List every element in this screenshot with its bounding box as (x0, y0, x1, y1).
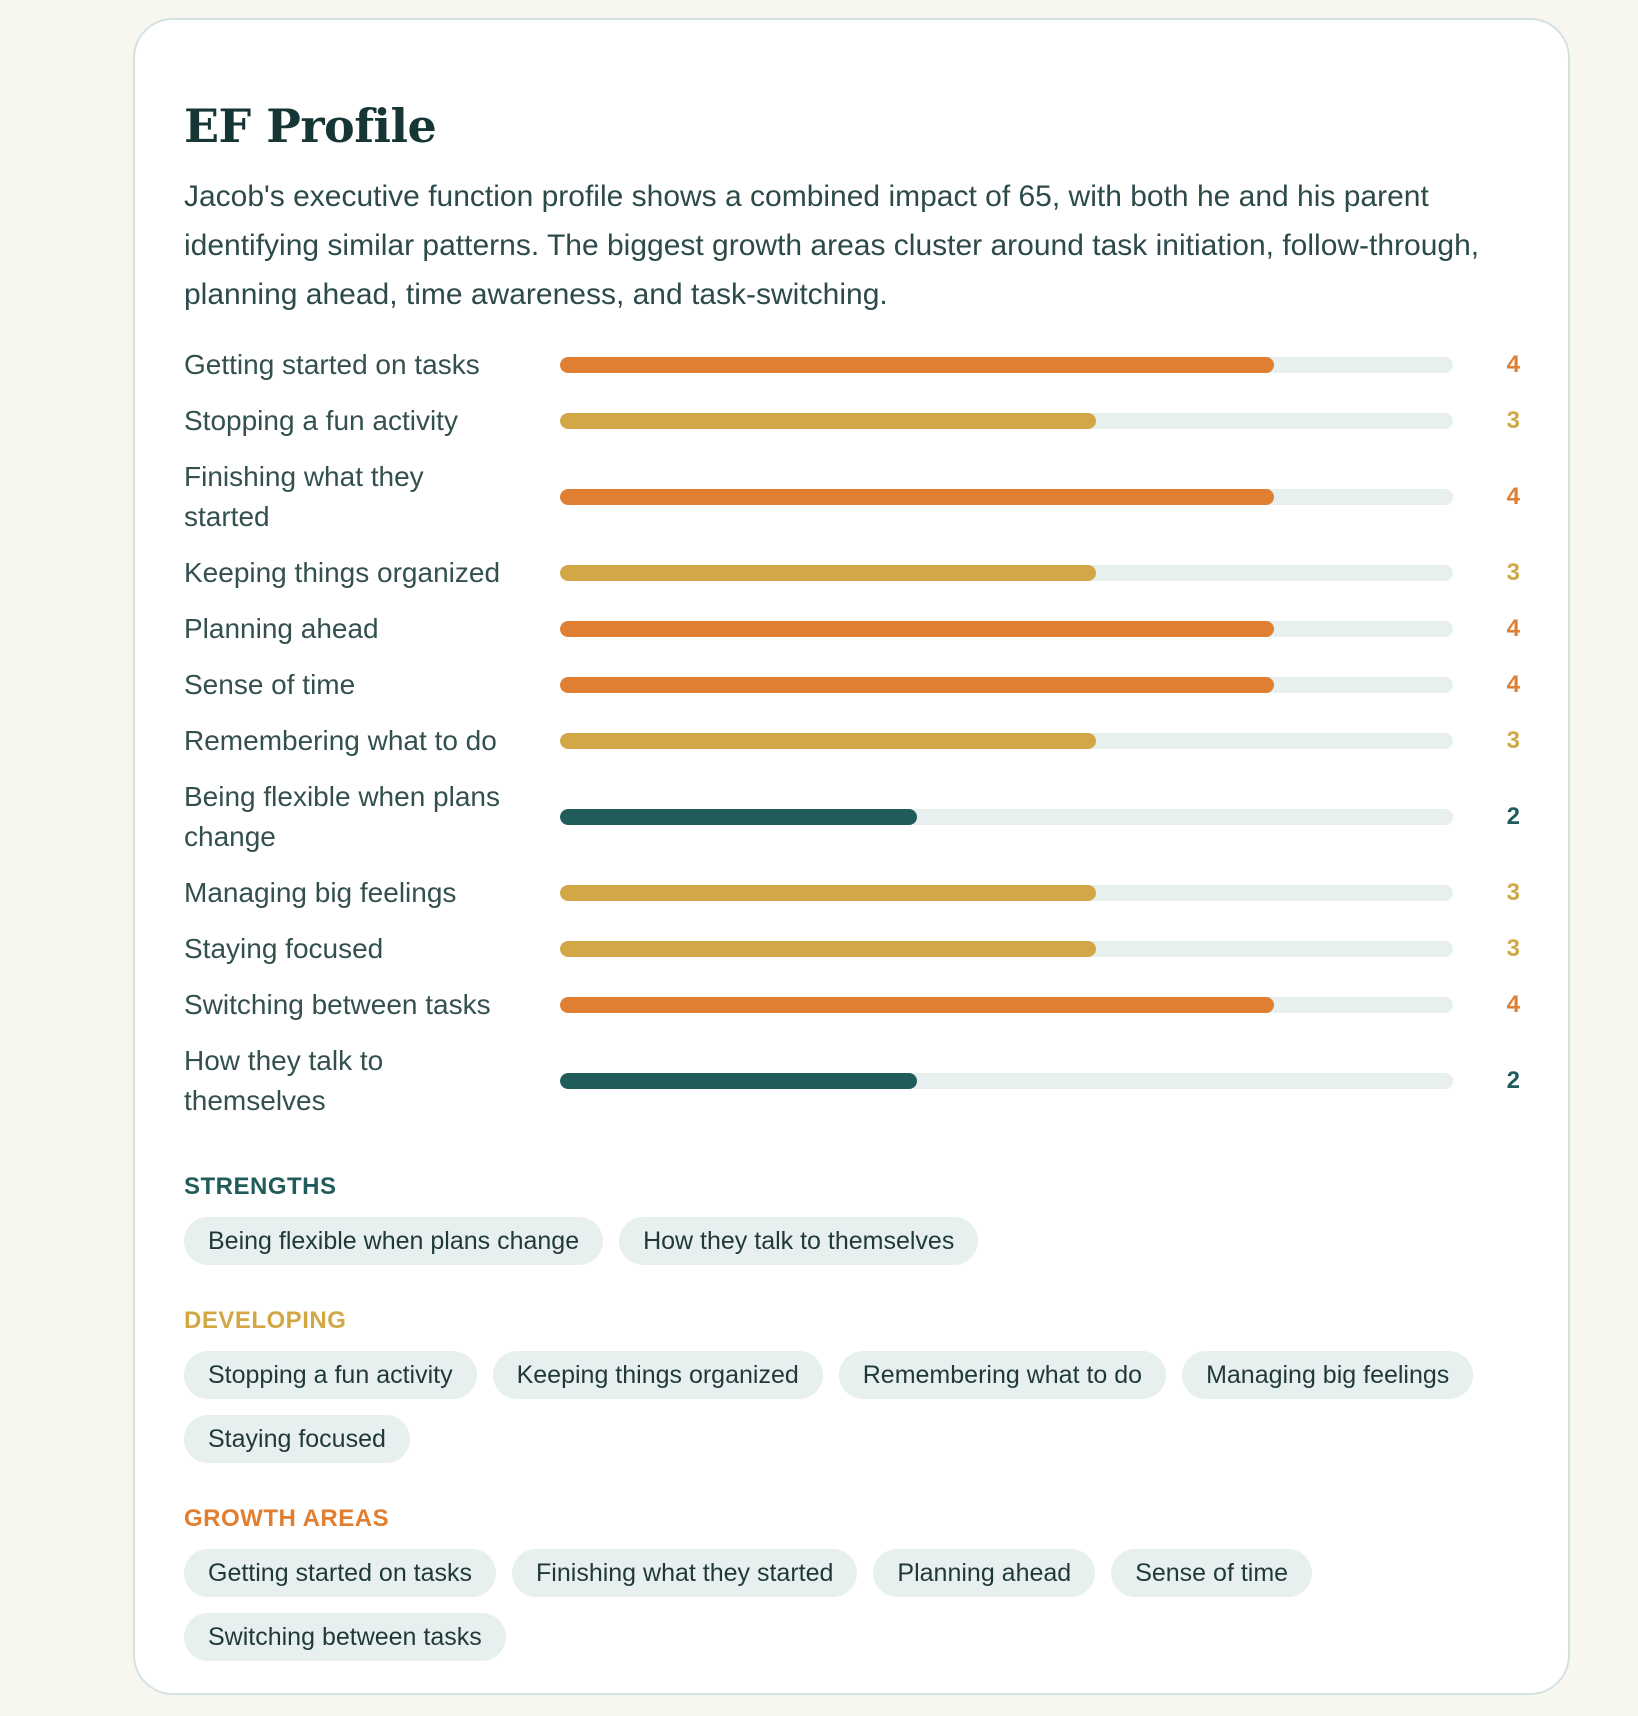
developing-tag: Keeping things organized (493, 1351, 823, 1399)
strengths-heading: STRENGTHS (184, 1173, 337, 1200)
score-track (560, 413, 1453, 429)
developing-tag: Remembering what to do (839, 1351, 1166, 1399)
score-value: 4 (1506, 671, 1520, 698)
score-fill (560, 489, 1274, 505)
score-value: 4 (1506, 483, 1520, 510)
row-label: Managing big feelings (184, 877, 457, 908)
score-value: 3 (1506, 559, 1520, 586)
score-fill (560, 357, 1274, 373)
score-fill (560, 413, 1096, 429)
score-value: 3 (1506, 879, 1520, 906)
score-value: 3 (1506, 727, 1520, 754)
score-row (184, 921, 1520, 977)
score-row (184, 393, 1520, 449)
score-fill (560, 621, 1274, 637)
score-fill (560, 809, 917, 825)
row-label: Finishing what they started (184, 461, 424, 532)
score-row (184, 977, 1520, 1033)
row-label: How they talk to themselves (184, 1045, 384, 1116)
score-fill (560, 733, 1096, 749)
score-value: 2 (1506, 803, 1520, 830)
score-row (184, 769, 1520, 865)
score-fill (560, 997, 1274, 1013)
card-title: EF Profile (184, 99, 437, 153)
score-track (560, 941, 1453, 957)
row-label: Switching between tasks (184, 989, 491, 1020)
developing-section (184, 1307, 1520, 1463)
score-row (184, 601, 1520, 657)
row-label: Planning ahead (184, 613, 379, 644)
score-value: 4 (1506, 615, 1520, 642)
score-fill (560, 677, 1274, 693)
score-row (184, 449, 1520, 545)
developing-tags (184, 1351, 1520, 1463)
score-track (560, 621, 1453, 637)
score-value: 4 (1506, 991, 1520, 1018)
strengths-tags (184, 1217, 1520, 1265)
score-fill (560, 1073, 917, 1089)
score-row (184, 865, 1520, 921)
score-track (560, 565, 1453, 581)
row-label: Being flexible when plans change (184, 781, 500, 852)
row-label: Stopping a fun activity (184, 405, 458, 436)
score-value: 4 (1506, 351, 1520, 378)
profile-summary: Jacob's executive function profile shows a combined impact of 65, with both he and his parent identifying similar patterns. The biggest growth areas cluster around task initiation, follow-through, planning ahead, time awareness, and task-switching. (184, 180, 1480, 311)
score-fill (560, 941, 1096, 957)
score-track (560, 677, 1453, 693)
strength-tag: Being flexible when plans change (184, 1217, 603, 1265)
row-label: Getting started on tasks (184, 349, 480, 380)
score-track (560, 997, 1453, 1013)
score-track (560, 809, 1453, 825)
score-rows (184, 337, 1520, 1129)
score-fill (560, 885, 1096, 901)
score-value: 3 (1506, 407, 1520, 434)
score-row (184, 713, 1520, 769)
score-track (560, 733, 1453, 749)
developing-tag: Stopping a fun activity (184, 1351, 477, 1399)
score-row (184, 337, 1520, 393)
strength-tag: How they talk to themselves (619, 1217, 978, 1265)
score-fill (560, 565, 1096, 581)
growth-area-tag: Finishing what they started (512, 1549, 857, 1597)
score-track (560, 489, 1453, 505)
score-row (184, 657, 1520, 713)
score-value: 2 (1506, 1067, 1520, 1094)
score-row (184, 545, 1520, 601)
developing-tag: Staying focused (184, 1415, 410, 1463)
strengths-section (184, 1173, 1520, 1265)
score-row (184, 1033, 1520, 1129)
growth-area-tag: Switching between tasks (184, 1613, 506, 1661)
growth-area-tag: Planning ahead (873, 1549, 1095, 1597)
growth-area-tag: Sense of time (1111, 1549, 1312, 1597)
growth-areas-section (184, 1505, 1520, 1661)
row-label: Remembering what to do (184, 725, 497, 756)
growth-area-tag: Getting started on tasks (184, 1549, 496, 1597)
growth-areas-tags (184, 1549, 1520, 1661)
score-track (560, 885, 1453, 901)
score-track (560, 1073, 1453, 1089)
developing-heading: DEVELOPING (184, 1307, 347, 1334)
score-value: 3 (1506, 935, 1520, 962)
score-track (560, 357, 1453, 373)
row-label: Sense of time (184, 669, 356, 700)
developing-tag: Managing big feelings (1182, 1351, 1473, 1399)
row-label: Staying focused (184, 933, 384, 964)
growth-areas-heading: GROWTH AREAS (184, 1505, 390, 1532)
ef-profile-card (133, 18, 1570, 1695)
row-label: Keeping things organized (184, 557, 501, 588)
